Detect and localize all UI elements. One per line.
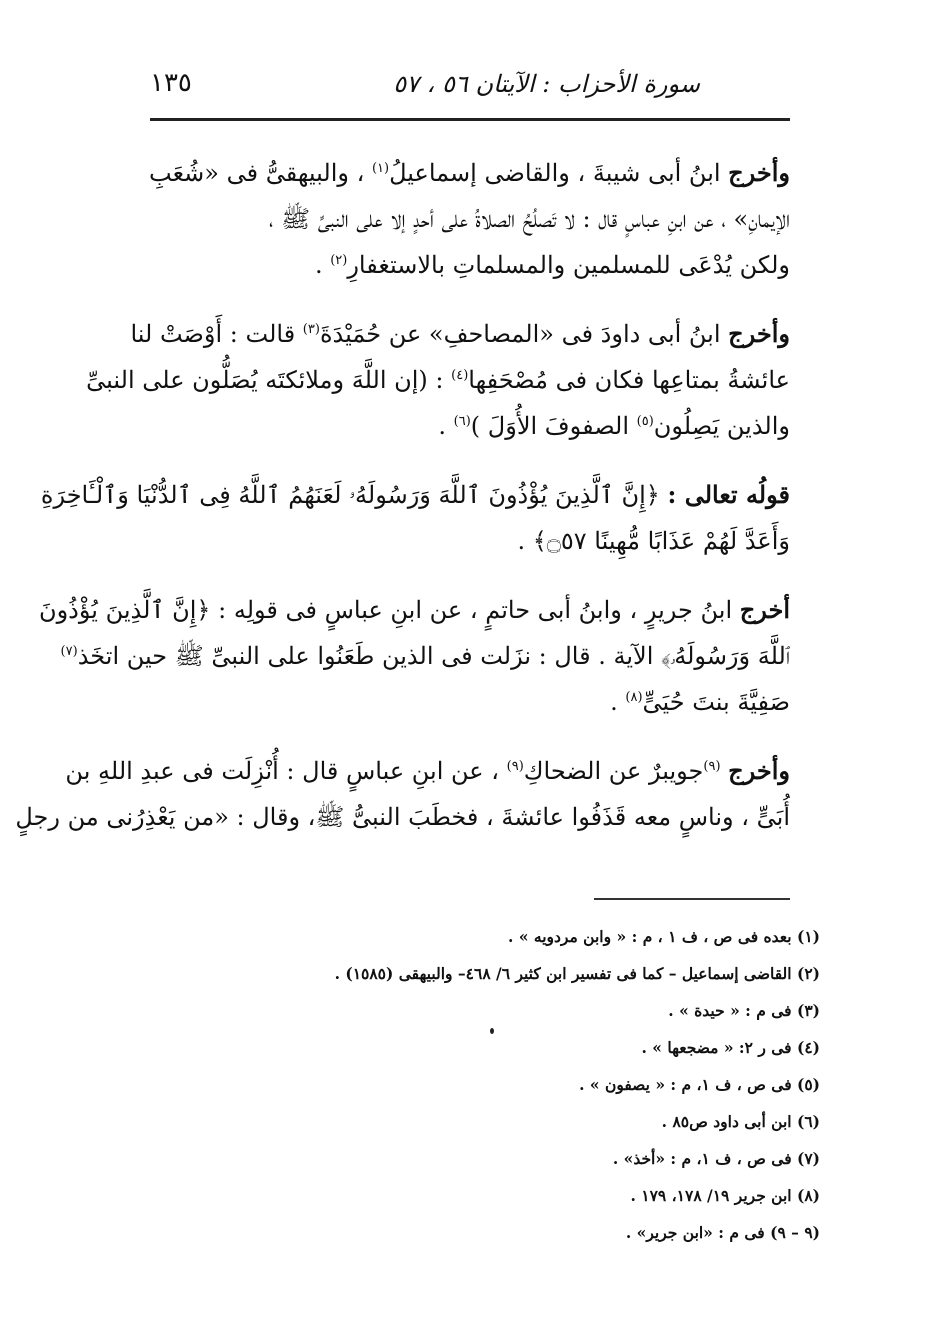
line-text: ، عن ابنِ عباسٍ قال : أُنْزِلَت فى عبدِ اللهِ بن (65, 757, 507, 785)
footnote-marker: (٣) (302, 322, 320, 337)
line-text: الإيمانِ» ، عن ابنِ عباسٍ قال : لا تَصلُحُ الصلاةُ على أحدٍ إلا على النبىِّ ﷺ ، (268, 205, 790, 233)
lead-word: وأخرج (728, 158, 790, 187)
footnote-6: (٦) ابن أبى داود ص٨٥ . (661, 1112, 820, 1131)
text-line (65, 748, 790, 794)
footnote-2: (٢) القاضى إسماعيل – كما فى تفسير ابن كثير ٦/ ٤٦٨– والبيهقى (١٥٨٥) . (334, 964, 820, 983)
text-line (150, 242, 790, 288)
text-line (130, 311, 790, 357)
text-line (15, 794, 790, 840)
line-text: . (610, 688, 626, 716)
line-text: : (إن اللَّهَ وملائكتَه يُصَلُّون على النبىِّ (86, 366, 452, 394)
ink-speck (490, 1028, 494, 1034)
line-text: ﴿إِنَّ ٱلَّذِينَ يُؤْذُونَ ٱللَّهَ وَرَسُولَهُۥ لَعَنَهُمُ ٱللَّهُ فِى ٱلدُّنْيَا وَٱلْـَٔاخِرَةِ (40, 481, 668, 509)
paragraph (150, 150, 790, 288)
footnote-marker: (٥) (636, 414, 654, 429)
text-line (40, 472, 790, 518)
line-text: الصفوفَ الأُوَلَ ) (470, 412, 637, 440)
line-text: ابنُ أبى داودَ فى «المصاحفِ» عن حُمَيْدَةَ (319, 320, 729, 348)
text-line (60, 633, 790, 679)
running-header (150, 62, 790, 112)
footnote-3: (٣) فى م : « حيدة » . (668, 1001, 820, 1020)
text-line (38, 587, 790, 633)
footnote-marker: (٦) (453, 414, 471, 429)
footnote-marker: (٩) (506, 759, 524, 774)
line-text: قالت : أَوْصَتْ لنا (130, 320, 303, 348)
line-text: ، والبيهقىُّ فى «شُعَبِ (149, 159, 372, 187)
line-text: . (314, 251, 331, 279)
main-text (15, 150, 790, 863)
line-text: . (438, 412, 454, 440)
line-text: أُبَىٍّ ، وناسٍ معه قَذَفُوا عائشةَ ، فخطَبَ النبىُّ ﷺ، وقال : «من يَعْذِرُنى من رجلٍ (15, 803, 790, 831)
lead-word: قولُه تعالى : (667, 480, 790, 509)
line-text: جويبرٌ عن الضحاكِ (523, 757, 704, 785)
header-title: سورة الأحزاب : الآيتان ٥٦ ، ٥٧ (393, 70, 700, 98)
footnote-marker: (١) (371, 161, 390, 176)
paragraph (86, 311, 790, 449)
footnotes (180, 918, 820, 1251)
line-text: صَفِيَّةَ بنتَ حُيَىٍّ (642, 688, 790, 716)
line-text: ولكن يُدْعَى للمسلمين والمسلماتِ بالاستغفارِ (347, 251, 790, 279)
paragraph (40, 472, 790, 564)
footnote-5: (٥) فى ص ، ف ١، م : « يصفون » . (579, 1075, 820, 1094)
footnote-marker: (٩) (703, 759, 721, 774)
footnote-9: (٩ – ٩) فى م : «ابن جرير» . (625, 1223, 820, 1242)
text-line (150, 518, 790, 564)
line-text: والذين يَصِلُون (653, 412, 790, 440)
text-line (150, 150, 790, 196)
lead-word: وأخرج (728, 319, 790, 348)
text-line (150, 403, 790, 449)
footnote-marker: (٤) (451, 368, 469, 383)
line-text: وَأَعَدَّ لَهُمْ عَذَابًا مُّهِينًا ۝٥٧﴾ . (517, 527, 790, 555)
paragraph (38, 587, 790, 725)
footnote-marker: (٧) (60, 644, 78, 659)
line-text: عائشةُ بمتاعِها فكان فى مُصْحَفِها (468, 366, 790, 394)
text-line (86, 357, 790, 403)
footnote-1: (١) بعده فى ص ، ف ١ ، م : « وابن مردويه » . (508, 927, 820, 946)
text-line (150, 196, 790, 242)
page-number: ١٣٥ (150, 68, 192, 98)
footnote-separator (594, 898, 790, 900)
lead-word: وأخرج (728, 756, 790, 785)
footnote-8: (٨) ابن جرير ١٩/ ١٧٨، ١٧٩ . (630, 1186, 820, 1205)
header-rule (150, 118, 790, 121)
footnote-marker: (٨) (625, 690, 643, 705)
lead-word: أخرج (739, 595, 790, 624)
line-text: ابنُ أبى شيبةَ ، والقاضى إسماعيلُ (389, 159, 729, 187)
footnote-marker: (٢) (330, 253, 348, 268)
line-text: ٱللَّهَ وَرَسُولَهُۥ﴾ الآية . قال : نزَلت فى الذين طَعَنُوا على النبىِّ ﷺ حين اتخَذ (77, 642, 790, 670)
line-text: ابنُ جريرٍ ، وابنُ أبى حاتمٍ ، عن ابنِ عباسٍ فى قولِه : ﴿إِنَّ ٱلَّذِينَ يُؤْذُونَ (38, 596, 740, 624)
footnote-4: (٤) فى ر ٢: « مضجعها » . (641, 1038, 820, 1057)
text-line (150, 679, 790, 725)
footnote-7: (٧) فى ص ، ف ١، م : «أخذ» . (612, 1149, 820, 1168)
paragraph (15, 748, 790, 840)
